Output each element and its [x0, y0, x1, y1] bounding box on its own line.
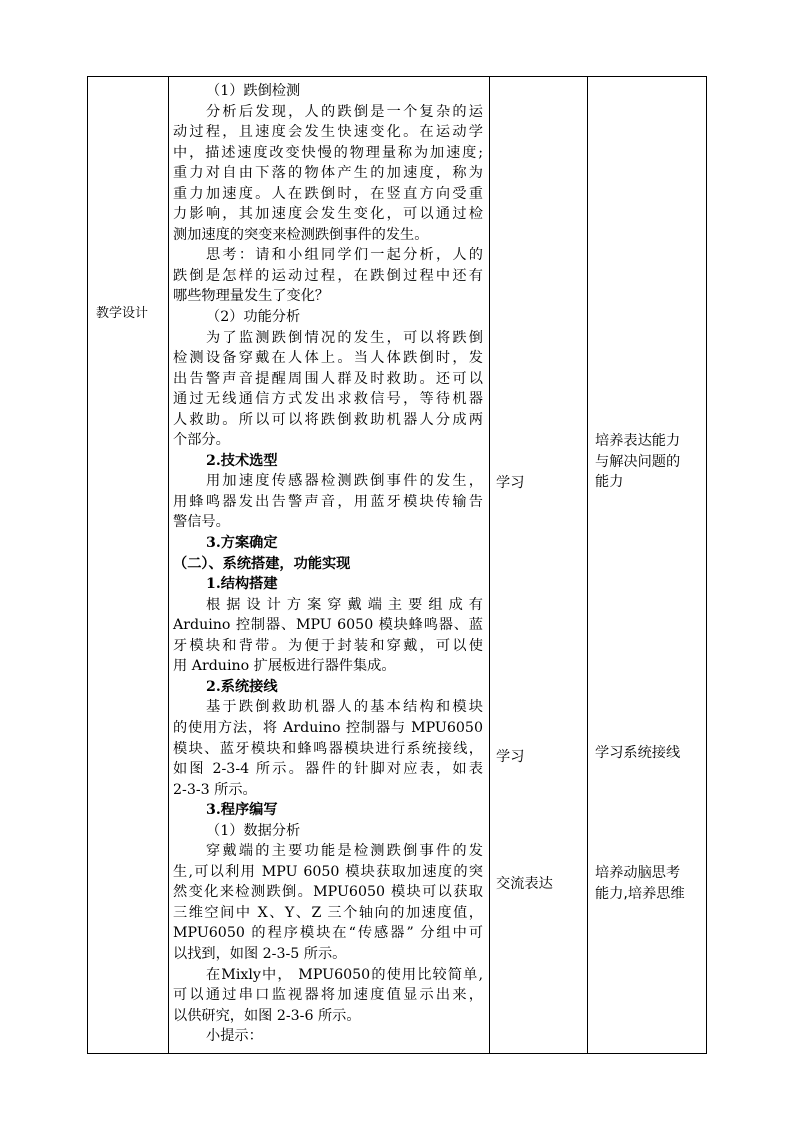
content-line: （二）、系统搭建，功能实现 — [173, 555, 351, 572]
content-line: 然变化来检测跌倒。MPU6050 模块可以获取 — [173, 884, 483, 901]
content-line: 小提示： — [206, 1028, 263, 1045]
content-line: 生,可以利用 MPU 6050 模块获取加速度的突 — [173, 863, 483, 880]
teaching-content — [173, 81, 483, 1047]
content-line: 警信号。 — [173, 514, 230, 531]
content-line: 重力加速度。人在跌倒时，在竖直方向受重 — [173, 185, 483, 202]
student-activity-cell — [489, 77, 587, 1053]
content-line: 模块、蓝牙模块和蜂鸣器模块进行系统接线， — [173, 740, 483, 757]
content-line: 可以通过串口监视器将加速度值显示出来， — [173, 987, 483, 1004]
content-line: 重力对自由下落的物体产生的加速度，称为 — [173, 165, 483, 182]
design-intent-line: 与解决问题的 — [595, 453, 681, 470]
content-line: 中，描述速度改变快慢的物理量称为加速度; — [173, 144, 483, 161]
content-line: 为了监测跌倒情况的发生，可以将跌倒 — [206, 329, 483, 346]
content-line: 的使用方法，将 Arduino 控制器与 MPU6050 — [173, 719, 483, 736]
lesson-table — [87, 76, 707, 1054]
content-line: 穿戴端的主要功能是检测跌倒事件的发 — [206, 843, 483, 860]
content-line: 牙模块和背带。为便于封装和穿戴，可以使 — [173, 637, 483, 654]
content-line: 如图 2-3-4 所示。器件的针脚对应表，如表 — [173, 761, 483, 778]
content-line: 1.结构搭建 — [206, 576, 278, 593]
content-line: 力影响，其加速度会发生变化，可以通过检 — [173, 206, 483, 223]
content-line: 测加速度的突变来检测跌倒事件的发生。 — [173, 226, 429, 243]
content-line: 3.方案确定 — [206, 535, 278, 552]
content-line: MPU6050 的程序模块在“传感器” 分组中可 — [173, 925, 483, 942]
design-intent-line: 能力,培养思维 — [595, 885, 685, 902]
row-label-cell — [88, 77, 168, 1053]
design-intent-line: 培养表达能力 — [595, 433, 681, 449]
content-line: 出告警声音提醒周围人群及时救助。还可以 — [173, 370, 483, 387]
content-line: 用加速度传感器检测跌倒事件的发生， — [206, 473, 483, 490]
student-activity: 交流表达 — [496, 876, 553, 892]
content-line: 三维空间中 X、Y、Z 三个轴向的加速度值， — [173, 904, 483, 921]
content-line: Arduino 控制器、MPU 6050 模块蜂鸣器、蓝 — [173, 617, 483, 634]
content-line: 思考：请和小组同学们一起分析，人的 — [206, 247, 483, 264]
design-intent — [595, 431, 680, 493]
content-line: 用蜂鸣器发出告警声音，用蓝牙模块传输告 — [173, 493, 483, 510]
content-line: （1）数据分析 — [206, 822, 301, 839]
design-intent — [595, 863, 685, 904]
content-line: 通过无线通信方式发出求救信号，等待机器 — [173, 391, 483, 408]
content-line: 检测设备穿戴在人体上。当人体跌倒时，发 — [173, 350, 483, 367]
content-line: 哪些物理量发生了变化？ — [173, 288, 330, 305]
design-intent-line: 学习系统接线 — [595, 745, 681, 761]
content-line: 2.技术选型 — [206, 452, 278, 469]
content-line: 在Mixly中， MPU6050的使用比较简单, — [206, 966, 483, 983]
content-line: 用 Arduino 扩展板进行器件集成。 — [173, 658, 396, 675]
design-intent-line: 能力 — [595, 474, 624, 490]
row-label: 教学设计 — [96, 306, 149, 321]
student-activity: 学习 — [496, 475, 525, 491]
design-intent-cell — [587, 77, 708, 1053]
content-line: 2.系统接线 — [206, 678, 278, 695]
content-line: 动过程，且速度会发生快速变化。在运动学 — [173, 124, 483, 141]
content-line: 以找到，如图 2-3-5 所示。 — [173, 945, 347, 962]
content-line: （1）跌倒检测 — [206, 83, 301, 99]
design-intent — [595, 743, 680, 764]
content-line: 根据设计方案穿戴端主要组成有 — [206, 596, 483, 613]
teaching-content-cell — [168, 77, 489, 1053]
content-line: 基于跌倒救助机器人的基本结构和模块 — [206, 699, 483, 716]
student-activity: 学习 — [496, 749, 525, 765]
content-line: 3.程序编写 — [206, 802, 278, 819]
content-line: 分析后发现，人的跌倒是一个复杂的运 — [206, 103, 483, 120]
content-line: 以供研究，如图 2-3-6 所示。 — [173, 1007, 361, 1024]
content-line: 2-3-3 所示。 — [173, 781, 257, 798]
content-line: 跌倒是怎样的运动过程，在跌倒过程中还有 — [173, 267, 483, 284]
design-intent-line: 培养动脑思考 — [595, 865, 681, 881]
content-line: （2）功能分析 — [206, 309, 301, 326]
content-line: 个部分。 — [173, 432, 230, 449]
content-line: 人救助。所以可以将跌倒救助机器人分成两 — [173, 411, 483, 428]
